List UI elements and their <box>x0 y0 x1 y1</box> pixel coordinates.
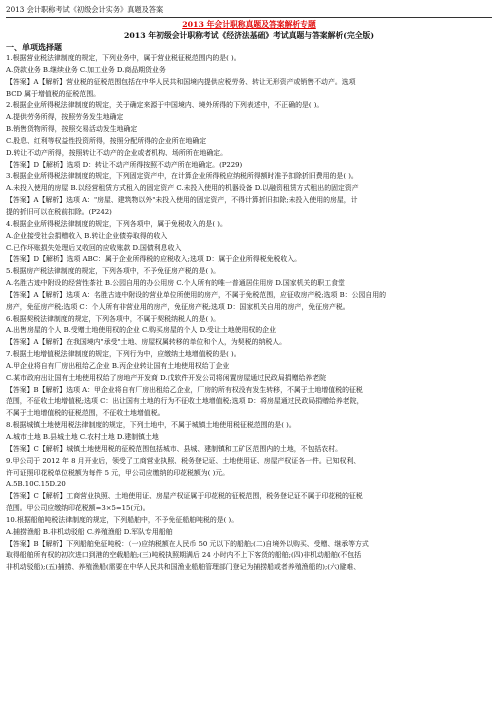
text-line: 【答案】D【解析】选项 D：转让不动产所得按照不动产所在地确定。(P229) <box>6 160 243 169</box>
text-line: 【答案】A【解析】在我国境内"承受"土地、房屋权属转移的单位和个人，为契税的纳税人。 <box>6 338 287 347</box>
headline-link[interactable]: 2013 年会计职称真题及答案解析专题 <box>182 20 316 29</box>
text-line: A.贷款业务 B.继续业务 C.加工业务 D.商品期货业务 <box>6 65 166 74</box>
text-line: 【答案】C【解析】城镇土地使用税的征税范围包括城市、县城、建制镇和工矿区范围内的土地，不包括农村。 <box>6 444 343 453</box>
text-line: 4.根据企业所得税法律制度的规定，下列各项中，属于免税收入的是( )。 <box>6 219 227 228</box>
text-line: 【答案】C【解析】工商营业执照、土地使用证、房屋产权证属于印花税的征税范围，税务登记证不属于印花税的征税 <box>6 492 363 501</box>
text-line: 范围。甲公司应缴纳印花税额=3×5=15(元)。 <box>6 504 150 513</box>
text-line: 取得船舶所有权的初次进口到港的空载船舶;(三)吨税执照期满后 24 小时内不上下客货的船舶;(四)非机动船舶(不包括 <box>6 551 362 560</box>
text-line: D.转让不动产所得，按照转让不动产的企业或者机构、场所所在地确定。 <box>6 148 228 157</box>
text-line: A.捕捞渔船 B.非机动驳船 C.养殖渔船 D.军队专用船舶 <box>6 527 173 536</box>
text-line: 许可证照印花税单位税额为每件 5 元，甲公司应缴纳的印花税额为( )元。 <box>6 468 230 477</box>
text-line: 【答案】A【解析】选项 A：名胜古迹中附设的营业单位所使用的房产，不属于免税范围，应征收房产税;选项 B：公园自用的 <box>6 290 387 299</box>
text-line: 【答案】A【解析】营业税的征税范围包括在中华人民共和国境内提供应税劳务、转让无形资产或销售不动产。选项 <box>6 77 356 86</box>
text-line: C.已作坏账损失处理后又收回的应收账款 D.国债利息收入 <box>6 243 182 252</box>
text-line: A.出售房屋的个人 B.受赠土地使用权的企业 C.购买房屋的个人 D.受让土地使用权的企业 <box>6 326 276 335</box>
text-line: 提的折旧可以在税前扣除。(P242) <box>6 207 112 216</box>
text-line: 6.根据契税法律制度的规定，下列各项中，不属于契税纳税人的是( )。 <box>6 314 220 323</box>
text-line: 房产，免征房产税;选项 C：个人所有非营业用的房产，免征房产税;选项 D：国家机关自用的房产，免征房产税。 <box>6 302 350 311</box>
text-line: 范围，不征收土地增值税;选项 C：出让国有土地的行为不征收土地增值税;选项 D：将房屋通过民政局捐赠给养老院， <box>6 397 364 406</box>
text-line: 3.根据企业所得税法律制度的规定，下列固定资产中，在计算企业所得税应纳税所得额时准予扣除折旧费用的是( )。 <box>6 172 358 181</box>
text-line: A.甲企业将自有厂房出租给乙企业 B.丙企业转让国有土地使用权给丁企业 <box>6 361 230 370</box>
text-line: 不属于土地增值税的征税范围，不征收土地增值税。 <box>6 409 165 418</box>
text-line: 【答案】A【解析】选项 A："房屋、建筑物以外"未投入使用的固定资产，不得计算折旧扣除;未投入使用的房屋，计 <box>6 196 358 205</box>
text-line: BCD 属于增值税的征税范围。 <box>6 89 100 98</box>
text-line: 8.根据城镇土地使用税法律制度的规定，下列土地中，不属于城镇土地使用税征税范围的是( )。 <box>6 421 296 430</box>
text-line: 2.根据企业所得税法律制度的规定，关于确定来源于中国境内、境外所得的下列表述中，不正确的是( )。 <box>6 101 324 110</box>
exam-subtitle: 2013 年初级会计职称考试《经济法基础》考试真题与答案解析(完全版) <box>123 31 375 40</box>
header-divider <box>6 17 492 18</box>
text-line: A.未投入使用的房屋 B.以经营租赁方式租入的固定资产 C.未投入使用的机器设备 D.以融资租赁方式租出的固定资产 <box>6 184 359 193</box>
text-line: 5.根据房产税法律制度的规定，下列各项中，不予免征房产税的是( )。 <box>6 267 220 276</box>
text-line: 10.根据船舶吨税法律制度的规定，下列船舶中，不予免征船舶吨税的是( )。 <box>6 515 239 524</box>
text-line: A.企业接受社会捐赠收入 B.转让企业债券取得的收入 <box>6 231 168 240</box>
text-line: 7.根据土地增值税法律制度的规定，下列行为中，应缴纳土地增值税的是( )。 <box>6 350 241 359</box>
text-line: 【答案】B【解析】选项 A：甲企业将自有厂房出租给乙企业，厂房的所有权没有发生转移，不属于土地增值税的征税 <box>6 385 363 394</box>
text-line: 1.根据营业税法律制度的规定，下列业务中，属于营业税征税范围内的是( )。 <box>6 54 241 62</box>
text-line: 非机动驳船);(五)捕捞、养殖渔船(需要在中华人民共和国渔业船舶管理部门登记为捕捞船或者养殖渔船的);(六)避难、 <box>6 563 361 572</box>
text-line: B.销售货物所得，按照交易活动发生地确定 <box>6 125 138 134</box>
question-body <box>6 53 492 574</box>
document-header-title: 2013 会计职称考试《初级会计实务》真题及答案 <box>6 5 164 14</box>
text-line: 9.甲公司于 2012 年 8 月开业后，领受了工商营业执照、税务登记证、土地使用证、房屋产权证各一件。已知权利、 <box>6 456 361 465</box>
text-line: A.5B.10C.15D.20 <box>6 480 66 489</box>
text-line: A.城市土地 B.县城土地 C.农村土地 D.建制镇土地 <box>6 433 159 441</box>
text-line: A.名胜古迹中附设的经营性茶社 B.公园自用的办公用房 C.个人所有的唯一普通居住用房 D.国家机关的职工食堂 <box>6 279 345 288</box>
text-line: 【答案】B【解析】下列船舶免征吨税：（一)应纳税额在人民币 50 元以下的船舶;(二)自境外以购买、受赠、继承等方式 <box>6 539 369 548</box>
text-line: A.提供劳务所得，按照劳务发生地确定 <box>6 113 124 122</box>
text-line: C.某市政府出让国有土地使用权给了房地产开发商 D.戊软件开发公司将闲置房屋通过民政局捐赠给养老院 <box>6 373 327 382</box>
text-line: C.股息、红利等权益性投资所得，按照分配所得的企业所在地确定 <box>6 136 207 145</box>
text-line: 【答案】D【解析】选项 ABC：属于企业所得税的应税收入;选项 D：属于企业所得税免税收入。 <box>6 255 302 264</box>
section-title: 一、单项选择题 <box>6 42 62 52</box>
